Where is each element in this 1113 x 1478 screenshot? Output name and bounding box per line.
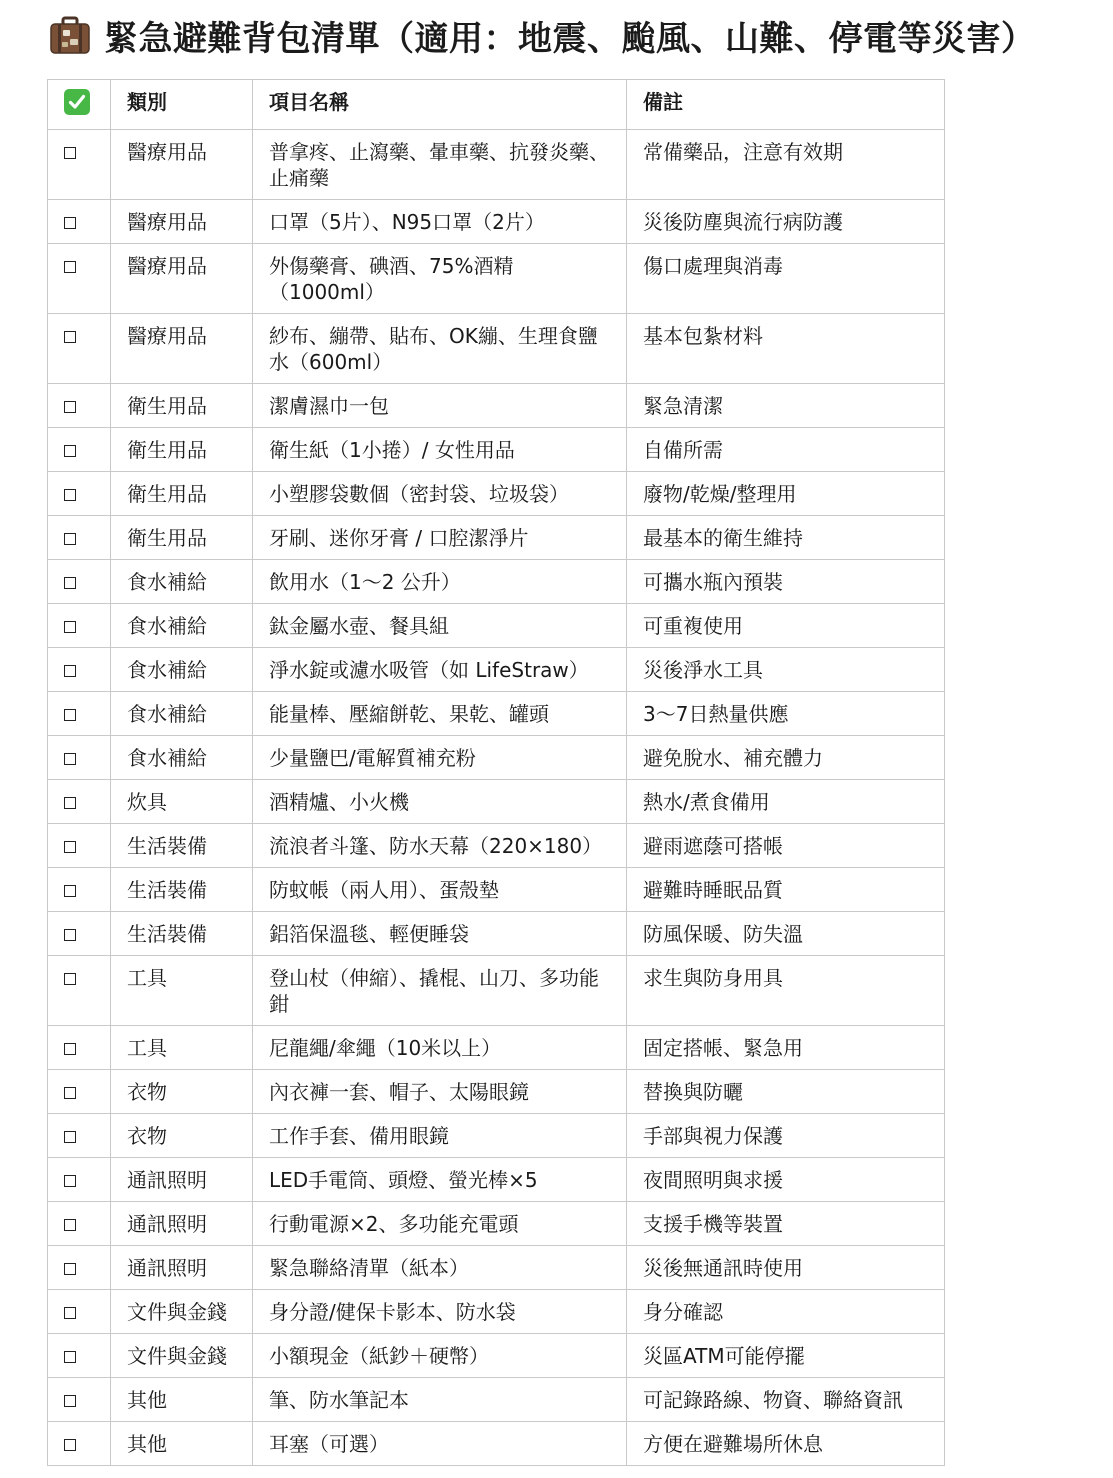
note-cell: 可重複使用 (627, 604, 945, 648)
item-cell: 小額現金（紙鈔＋硬幣） (253, 1334, 627, 1378)
category-cell: 工具 (111, 1026, 253, 1070)
note-cell: 緊急清潔 (627, 384, 945, 428)
note-cell: 災後無通訊時使用 (627, 1246, 945, 1290)
checkbox[interactable] (64, 1087, 76, 1099)
item-cell: 飲用水（1～2 公升） (253, 560, 627, 604)
checkbox-cell (48, 200, 111, 244)
checkbox-cell (48, 244, 111, 314)
table-row (48, 736, 945, 780)
item-cell: 內衣褲一套、帽子、太陽眼鏡 (253, 1070, 627, 1114)
item-cell: 普拿疼、止瀉藥、暈車藥、抗發炎藥、止痛藥 (253, 130, 627, 200)
checkbox[interactable] (64, 1043, 76, 1055)
page-title (48, 8, 1036, 62)
checkbox[interactable] (64, 401, 76, 413)
checkbox-cell (48, 472, 111, 516)
header-note: 備註 (627, 80, 945, 130)
checkbox[interactable] (64, 261, 76, 273)
table-row (48, 1202, 945, 1246)
item-cell: 登山杖（伸縮）、撬棍、山刀、多功能鉗 (253, 956, 627, 1026)
note-cell: 方便在避難場所休息 (627, 1422, 945, 1466)
category-cell: 醫療用品 (111, 314, 253, 384)
checkbox[interactable] (64, 1351, 76, 1363)
checkbox-cell (48, 736, 111, 780)
checkbox-cell (48, 1070, 111, 1114)
checkbox-cell (48, 1334, 111, 1378)
checkbox-cell (48, 956, 111, 1026)
category-cell: 生活裝備 (111, 912, 253, 956)
table-row (48, 1378, 945, 1422)
checkbox[interactable] (64, 577, 76, 589)
table-row (48, 472, 945, 516)
table-row (48, 912, 945, 956)
table-row (48, 604, 945, 648)
note-cell: 基本包紮材料 (627, 314, 945, 384)
checkbox[interactable] (64, 709, 76, 721)
item-cell: 能量棒、壓縮餅乾、果乾、罐頭 (253, 692, 627, 736)
checkbox[interactable] (64, 973, 76, 985)
category-cell: 食水補給 (111, 648, 253, 692)
checkbox-cell (48, 868, 111, 912)
category-cell: 食水補給 (111, 692, 253, 736)
checkbox[interactable] (64, 753, 76, 765)
checkbox-cell (48, 560, 111, 604)
checkbox-cell (48, 1158, 111, 1202)
table-row (48, 130, 945, 200)
table-row (48, 384, 945, 428)
item-cell: 流浪者斗篷、防水天幕（220×180） (253, 824, 627, 868)
note-cell: 求生與防身用具 (627, 956, 945, 1026)
note-cell: 常備藥品，注意有效期 (627, 130, 945, 200)
note-cell: 熱水/煮食備用 (627, 780, 945, 824)
checkbox[interactable] (64, 1395, 76, 1407)
table-row (48, 516, 945, 560)
table-row (48, 868, 945, 912)
item-cell: 外傷藥膏、碘酒、75%酒精（1000ml） (253, 244, 627, 314)
item-cell: 酒精爐、小火機 (253, 780, 627, 824)
note-cell: 避難時睡眠品質 (627, 868, 945, 912)
category-cell: 食水補給 (111, 736, 253, 780)
item-cell: 防蚊帳（兩人用）、蛋殼墊 (253, 868, 627, 912)
note-cell: 避免脫水、補充體力 (627, 736, 945, 780)
category-cell: 醫療用品 (111, 130, 253, 200)
header-check-cell (48, 80, 111, 130)
item-cell: 鋁箔保溫毯、輕便睡袋 (253, 912, 627, 956)
item-cell: 筆、防水筆記本 (253, 1378, 627, 1422)
item-cell: 衛生紙（1小捲）/ 女性用品 (253, 428, 627, 472)
checkbox-cell (48, 1378, 111, 1422)
item-cell: 牙刷、迷你牙膏 / 口腔潔淨片 (253, 516, 627, 560)
note-cell: 固定搭帳、緊急用 (627, 1026, 945, 1070)
category-cell: 生活裝備 (111, 824, 253, 868)
checkbox[interactable] (64, 841, 76, 853)
note-cell: 最基本的衛生維持 (627, 516, 945, 560)
page-title-text: 緊急避難背包清單（適用：地震、颱風、山難、停電等災害） (104, 18, 1036, 59)
checkbox-cell (48, 1290, 111, 1334)
table-row (48, 692, 945, 736)
category-cell: 炊具 (111, 780, 253, 824)
checkbox-cell (48, 130, 111, 200)
category-cell: 其他 (111, 1378, 253, 1422)
table-row (48, 1290, 945, 1334)
category-cell: 通訊照明 (111, 1158, 253, 1202)
checkbox-cell (48, 692, 111, 736)
note-cell: 防風保暖、防失溫 (627, 912, 945, 956)
note-cell: 自備所需 (627, 428, 945, 472)
note-cell: 夜間照明與求援 (627, 1158, 945, 1202)
table-row (48, 1026, 945, 1070)
note-cell: 身分確認 (627, 1290, 945, 1334)
checkbox[interactable] (64, 1263, 76, 1275)
check-mark-button-icon (64, 89, 90, 115)
table-header-row (48, 80, 945, 130)
item-cell: 紗布、繃帶、貼布、OK繃、生理食鹽水（600ml） (253, 314, 627, 384)
item-cell: 少量鹽巴/電解質補充粉 (253, 736, 627, 780)
item-cell: 小塑膠袋數個（密封袋、垃圾袋） (253, 472, 627, 516)
checkbox-cell (48, 428, 111, 472)
table-row (48, 560, 945, 604)
table-row (48, 428, 945, 472)
luggage-icon (48, 13, 92, 57)
table-row (48, 1334, 945, 1378)
table-row (48, 314, 945, 384)
note-cell: 災區ATM可能停擺 (627, 1334, 945, 1378)
checkbox[interactable] (64, 445, 76, 457)
note-cell: 災後淨水工具 (627, 648, 945, 692)
checkbox-cell (48, 604, 111, 648)
item-cell: 潔膚濕巾一包 (253, 384, 627, 428)
category-cell: 文件與金錢 (111, 1334, 253, 1378)
table-row (48, 956, 945, 1026)
category-cell: 文件與金錢 (111, 1290, 253, 1334)
note-cell: 避雨遮蔭可搭帳 (627, 824, 945, 868)
note-cell: 可攜水瓶內預裝 (627, 560, 945, 604)
table-row (48, 1246, 945, 1290)
checkbox-cell (48, 780, 111, 824)
item-cell: 淨水錠或濾水吸管（如 LifeStraw） (253, 648, 627, 692)
item-cell: 工作手套、備用眼鏡 (253, 1114, 627, 1158)
category-cell: 工具 (111, 956, 253, 1026)
item-cell: 身分證/健保卡影本、防水袋 (253, 1290, 627, 1334)
category-cell: 衛生用品 (111, 428, 253, 472)
checkbox-cell (48, 912, 111, 956)
checkbox[interactable] (64, 665, 76, 677)
note-cell: 替換與防曬 (627, 1070, 945, 1114)
item-cell: 口罩（5片）、N95口罩（2片） (253, 200, 627, 244)
checkbox[interactable] (64, 1175, 76, 1187)
checkbox[interactable] (64, 147, 76, 159)
item-cell: 鈦金屬水壺、餐具組 (253, 604, 627, 648)
header-category: 類別 (111, 80, 253, 130)
checkbox-cell (48, 1202, 111, 1246)
checkbox[interactable] (64, 331, 76, 343)
note-cell: 手部與視力保護 (627, 1114, 945, 1158)
item-cell: 尼龍繩/傘繩（10米以上） (253, 1026, 627, 1070)
checkbox-cell (48, 516, 111, 560)
table-row (48, 1158, 945, 1202)
checkbox[interactable] (64, 621, 76, 633)
table-row (48, 1114, 945, 1158)
item-cell: LED手電筒、頭燈、螢光棒×5 (253, 1158, 627, 1202)
checkbox[interactable] (64, 797, 76, 809)
category-cell: 衛生用品 (111, 384, 253, 428)
category-cell: 其他 (111, 1422, 253, 1466)
note-cell: 廢物/乾燥/整理用 (627, 472, 945, 516)
checkbox[interactable] (64, 533, 76, 545)
header-item: 項目名稱 (253, 80, 627, 130)
checkbox-cell (48, 648, 111, 692)
category-cell: 生活裝備 (111, 868, 253, 912)
item-cell: 行動電源×2、多功能充電頭 (253, 1202, 627, 1246)
checklist-table (47, 79, 945, 1466)
table-row (48, 200, 945, 244)
note-cell: 災後防塵與流行病防護 (627, 200, 945, 244)
note-cell: 3～7日熱量供應 (627, 692, 945, 736)
table-row (48, 780, 945, 824)
category-cell: 衣物 (111, 1114, 253, 1158)
checkbox-cell (48, 1246, 111, 1290)
checkbox[interactable] (64, 217, 76, 229)
checkbox[interactable] (64, 1219, 76, 1231)
category-cell: 衛生用品 (111, 472, 253, 516)
table-row (48, 824, 945, 868)
category-cell: 通訊照明 (111, 1202, 253, 1246)
checkbox-cell (48, 1422, 111, 1466)
note-cell: 支援手機等裝置 (627, 1202, 945, 1246)
checkbox-cell (48, 1114, 111, 1158)
table-row (48, 648, 945, 692)
category-cell: 衛生用品 (111, 516, 253, 560)
checkbox[interactable] (64, 1307, 76, 1319)
item-cell: 耳塞（可選） (253, 1422, 627, 1466)
checkbox-cell (48, 384, 111, 428)
checkbox[interactable] (64, 885, 76, 897)
note-cell: 可記錄路線、物資、聯絡資訊 (627, 1378, 945, 1422)
category-cell: 通訊照明 (111, 1246, 253, 1290)
checkbox-cell (48, 824, 111, 868)
checkbox-cell (48, 1026, 111, 1070)
table-row (48, 244, 945, 314)
table-row (48, 1070, 945, 1114)
category-cell: 食水補給 (111, 560, 253, 604)
item-cell: 緊急聯絡清單（紙本） (253, 1246, 627, 1290)
checkbox[interactable] (64, 929, 76, 941)
category-cell: 食水補給 (111, 604, 253, 648)
category-cell: 醫療用品 (111, 200, 253, 244)
checkbox[interactable] (64, 1439, 76, 1451)
note-cell: 傷口處理與消毒 (627, 244, 945, 314)
checkbox[interactable] (64, 489, 76, 501)
category-cell: 醫療用品 (111, 244, 253, 314)
checkbox[interactable] (64, 1131, 76, 1143)
category-cell: 衣物 (111, 1070, 253, 1114)
checkbox-cell (48, 314, 111, 384)
table-row (48, 1422, 945, 1466)
